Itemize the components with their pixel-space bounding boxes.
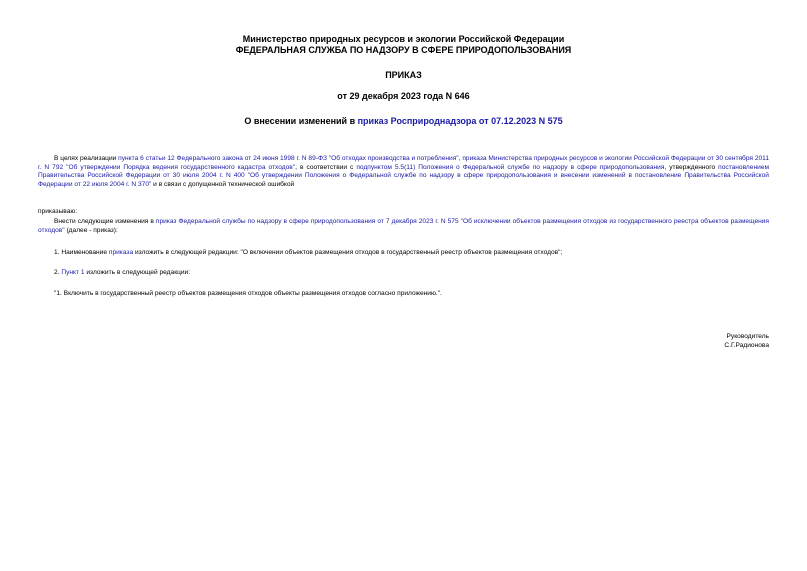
document-date: от 29 декабря 2023 года N 646 (337, 91, 470, 101)
order-title-link[interactable]: приказа (108, 249, 134, 256)
paragraph-order-word: приказываю: (38, 208, 78, 215)
paragraph-preamble (38, 155, 769, 189)
government-resolution-link[interactable]: постановлением Правительства Российской Федерации от 30 июля 2004 г. N 400 "Об утверждении Положения о Федеральной службе по надзору в сфере природопользования и внесении изменений в постановление Правительства Российской Федерации от 22 июля 2004 г. N 370" (38, 163, 769, 188)
paragraph-item-2 (38, 269, 769, 278)
text-run: , (458, 155, 463, 162)
text-run: изложить в следующей редакции: "О включении объектов размещения отходов в государственный реестр объектов размещения отходов"; (133, 249, 563, 256)
document-header (0, 34, 807, 101)
subject-prefix: О внесении изменений в (244, 116, 358, 126)
subject-link[interactable]: приказ Росприроднадзора от 07.12.2023 N 575 (357, 116, 563, 126)
signature-block (724, 332, 769, 350)
paragraph-changes (38, 218, 769, 235)
service-name: ФЕДЕРАЛЬНАЯ СЛУЖБА ПО НАДЗОРУ В СФЕРЕ ПРИРОДОПОЛЬЗОВАНИЯ (235, 45, 572, 55)
ministry-order-link[interactable]: приказа Министерства природных ресурсов и экологии Российской Федерации от 30 сентября 2011 г. N 792 "Об утверждении Порядка ведения государственного кадастра отходов" (38, 155, 770, 171)
paragraph-item-1 (38, 249, 769, 258)
text-run: и в связи с допущенной технической ошибкой (151, 180, 295, 188)
document-type: ПРИКАЗ (385, 70, 422, 80)
law-link[interactable]: пункта 6 статьи 12 Федерального закона от 24 июня 1998 г. N 89-ФЗ "Об отходах производства и потребления" (118, 155, 459, 162)
signatory-name: С.Г.Радионова (724, 342, 769, 349)
text-run: В целях реализации (54, 155, 119, 162)
text-run: , в соответствии с (295, 163, 357, 171)
text-run: 2. (54, 269, 62, 276)
point-1-link[interactable]: Пункт 1 (61, 269, 85, 276)
signatory-role: Руководитель (726, 333, 769, 340)
ministry-name: Министерство природных ресурсов и экологии Российской Федерации (242, 34, 565, 44)
text-run: Внести следующие изменения в (54, 218, 156, 225)
text-run: (далее - приказ): (64, 226, 118, 234)
text-run: изложить в следующей редакции: (84, 269, 191, 276)
text-run: , утвержденного (664, 163, 719, 171)
paragraph-new-point-1: "1. Включить в государственный реестр объектов размещения отходов объекты размещения отходов согласно приложению.". (54, 290, 442, 297)
regulation-subpoint-link[interactable]: подпунктом 5.5(11) Положения о Федеральной службе по надзору в сфере природопользования (356, 163, 665, 171)
text-run: 1. Наименование (54, 249, 109, 256)
order-575-link[interactable]: приказ Федеральной службы по надзору в сфере природопользования от 7 декабря 2023 г. N 575 "Об исключении объектов размещения отходов из государственного реестра объектов размещения отходов" (38, 218, 770, 234)
document-subject (0, 116, 807, 126)
